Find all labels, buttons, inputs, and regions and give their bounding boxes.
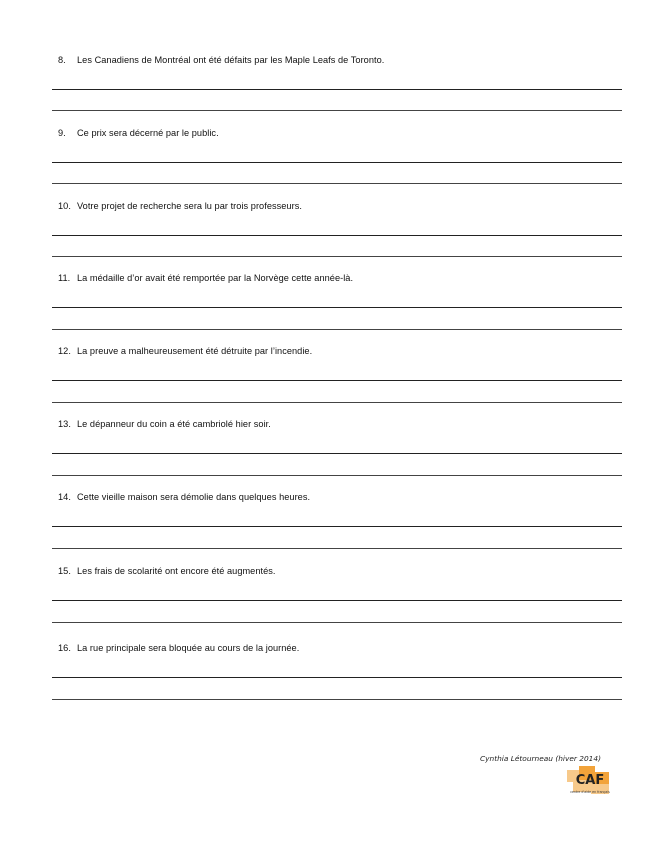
caf-logo	[565, 766, 615, 796]
separator-line	[52, 475, 622, 476]
question-number: 13.	[58, 419, 71, 429]
question-sentence: Votre projet de recherche sera lu par trois professeurs.	[77, 201, 302, 211]
question-text	[58, 643, 299, 653]
separator-line	[52, 329, 622, 330]
question-sentence: Les frais de scolarité ont encore été augmentés.	[77, 566, 276, 576]
question-text	[58, 55, 384, 65]
separator-line	[52, 548, 622, 549]
question-number: 16.	[58, 643, 71, 653]
separator-line	[52, 402, 622, 403]
answer-line[interactable]	[52, 89, 622, 90]
question-sentence: La rue principale sera bloquée au cours de la journée.	[77, 643, 300, 653]
question-text	[58, 128, 219, 138]
question-text	[58, 419, 271, 429]
answer-line[interactable]	[52, 677, 622, 678]
separator-line	[52, 699, 622, 700]
separator-line	[52, 110, 622, 111]
question-number: 14.	[58, 492, 71, 502]
answer-line[interactable]	[52, 453, 622, 454]
question-text	[58, 201, 302, 211]
separator-line	[52, 183, 622, 184]
question-sentence: La médaille d’or avait été remportée par la Norvège cette année-là.	[77, 273, 354, 283]
separator-line	[52, 256, 622, 257]
answer-line[interactable]	[52, 526, 622, 527]
question-sentence: Les Canadiens de Montréal ont été défaits par les Maple Leafs de Toronto.	[77, 55, 385, 65]
question-number: 9.	[58, 128, 66, 138]
question-number: 12.	[58, 346, 71, 356]
question-text	[58, 346, 312, 356]
question-sentence: Le dépanneur du coin a été cambriolé hier soir.	[77, 419, 271, 429]
question-text	[58, 492, 310, 502]
answer-line[interactable]	[52, 380, 622, 381]
question-text	[58, 566, 276, 576]
separator-line	[52, 622, 622, 623]
question-text	[58, 273, 353, 283]
answer-line[interactable]	[52, 307, 622, 308]
question-number: 15.	[58, 566, 71, 576]
question-number: 10.	[58, 201, 71, 211]
question-sentence: Cette vieille maison sera démolie dans quelques heures.	[77, 492, 311, 502]
logo-text: CAF	[575, 773, 605, 788]
answer-line[interactable]	[52, 162, 622, 163]
question-sentence: La preuve a malheureusement été détruite par l’incendie.	[77, 346, 313, 356]
answer-line[interactable]	[52, 235, 622, 236]
question-number: 11.	[58, 273, 71, 283]
logo-subtext: centre d'aide en français	[570, 790, 610, 794]
answer-line[interactable]	[52, 600, 622, 601]
question-number: 8.	[58, 55, 66, 65]
author-credit: Cynthia Létourneau (hiver 2014)	[480, 754, 601, 763]
question-sentence: Ce prix sera décerné par le public.	[77, 128, 219, 138]
